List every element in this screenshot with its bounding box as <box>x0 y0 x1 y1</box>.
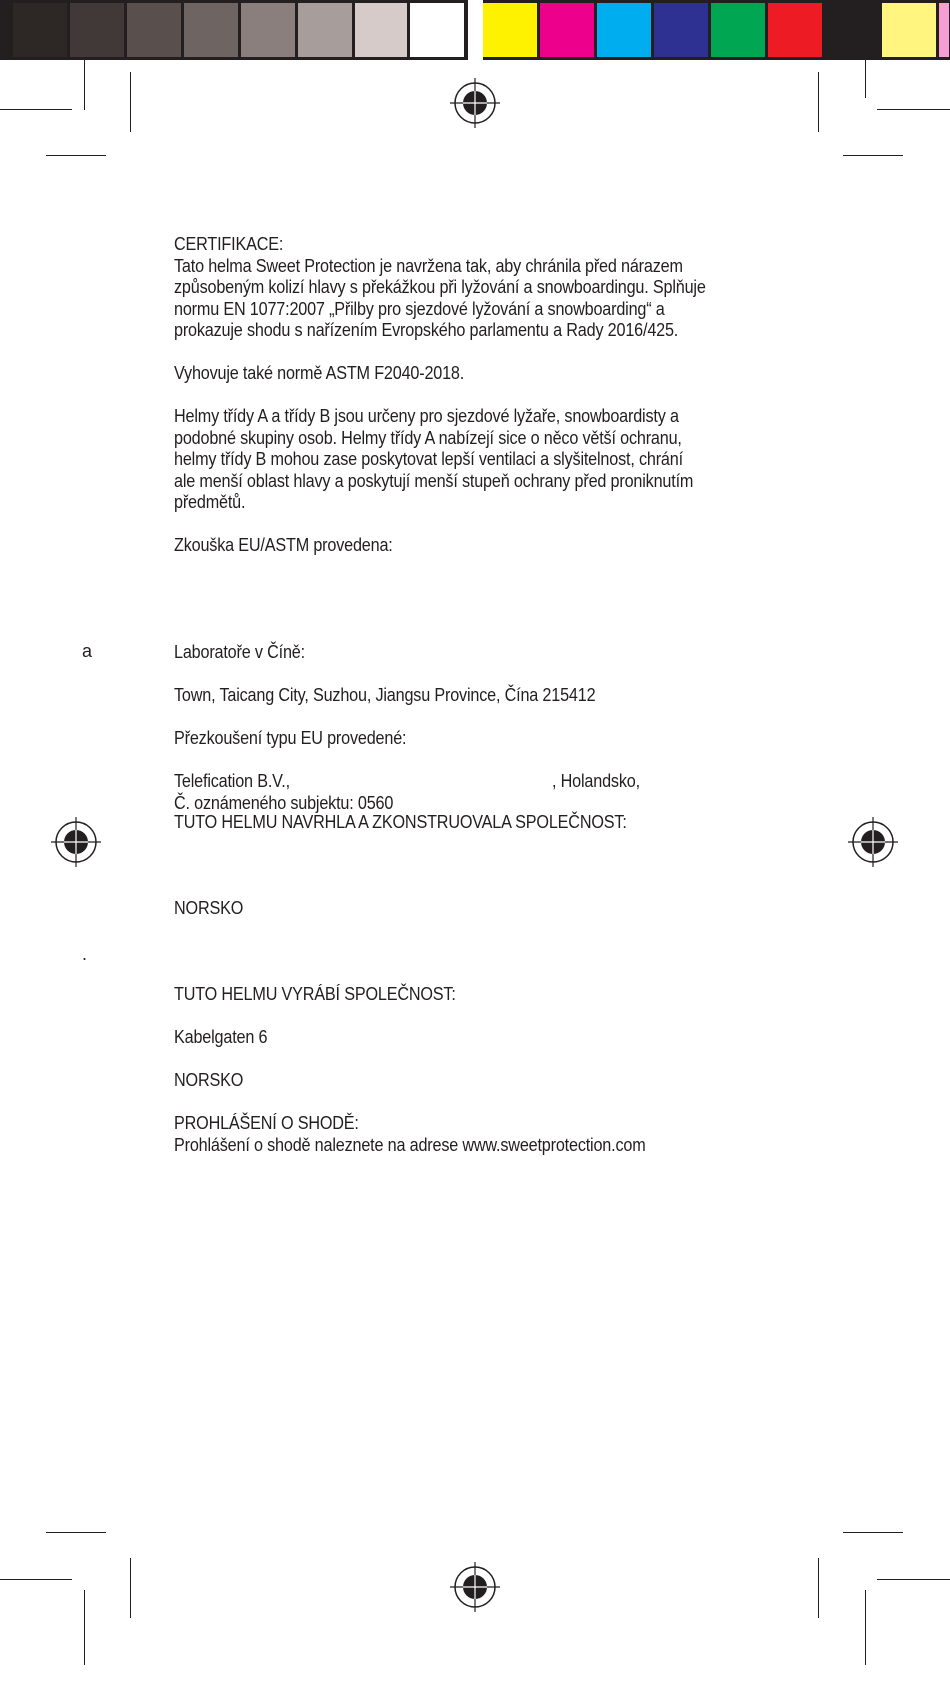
conformity-block <box>174 1113 814 1156</box>
notified-body: Č. oznámeného subjektu: 0560 <box>174 792 394 813</box>
color-swatch <box>768 3 822 57</box>
registration-mark-icon <box>51 817 101 867</box>
registration-mark-icon <box>450 78 500 128</box>
telefication-name: Telefication B.V., <box>174 771 290 791</box>
registration-mark-icon <box>450 1562 500 1612</box>
color-swatch <box>241 3 295 57</box>
crop-mark <box>865 60 866 98</box>
color-swatch <box>70 3 124 57</box>
crop-mark <box>0 1579 72 1580</box>
color-swatch <box>825 3 879 57</box>
color-swatch <box>711 3 765 57</box>
color-swatch <box>355 3 407 57</box>
manufactured-by-text: TUTO HELMU VYRÁBÍ SPOLEČNOST: <box>174 984 456 1004</box>
color-swatch <box>184 3 238 57</box>
crop-mark <box>877 1579 950 1580</box>
color-swatch <box>0 3 10 57</box>
side-dot: . <box>82 944 88 964</box>
certification-heading: CERTIFIKACE: <box>174 234 284 254</box>
color-swatch <box>298 3 352 57</box>
crop-mark <box>0 109 72 110</box>
color-swatch <box>410 3 464 57</box>
manufactured-by-heading <box>174 984 814 1006</box>
eu-exam-block <box>174 728 814 814</box>
crop-mark <box>46 1532 106 1533</box>
designer-country-text: NORSKO <box>174 898 244 918</box>
color-swatch <box>654 3 708 57</box>
conformity-body: Prohlášení o shodě naleznete na adrese www.sweetprotection.com <box>174 1134 646 1155</box>
manufacturer-country-text: NORSKO <box>174 1070 244 1090</box>
designed-by-heading <box>174 812 814 834</box>
color-swatch <box>483 3 537 57</box>
lab-china-text: Laboratoře v Číně: <box>174 642 305 662</box>
lab-china <box>174 642 814 664</box>
manufacturer-country <box>174 1070 814 1092</box>
lab-address <box>174 685 814 707</box>
certification-body: Tato helma Sweet Protection je navržena tak, aby chránila před nárazem způsobeným kolizí hlavy s překážkou při lyžování a snowboardingu. Splňuje normu EN 1077:2007 „Přilby pro sjezdové lyžování a snowboarding“ a prokazuje shodu s nařízením Evropského parlamentu a Rady 2016/425. <box>174 255 706 340</box>
lab-address-text: Town, Taicang City, Suzhou, Jiangsu Province, Čína 215412 <box>174 685 596 705</box>
astm-note <box>174 363 814 385</box>
crop-mark <box>130 72 131 132</box>
color-calibration-bar-grayscale <box>0 0 468 60</box>
color-calibration-bar-process <box>483 0 950 60</box>
color-swatch <box>597 3 651 57</box>
designer-country <box>174 898 814 920</box>
color-swatch <box>127 3 181 57</box>
crop-mark <box>84 60 85 110</box>
color-swatch <box>540 3 594 57</box>
designed-by-text: TUTO HELMU NAVRHLA A ZKONSTRUOVALA SPOLEČNOST: <box>174 812 627 832</box>
conformity-heading: PROHLÁŠENÍ O SHODĚ: <box>174 1113 359 1133</box>
test-heading <box>174 535 814 557</box>
manufacturer-street <box>174 1027 814 1049</box>
crop-mark <box>130 1558 131 1618</box>
crop-mark <box>865 1590 866 1665</box>
crop-mark <box>46 155 106 156</box>
helmet-classes-paragraph <box>174 406 814 514</box>
crop-mark <box>818 72 819 132</box>
helmet-classes-text: Helmy třídy A a třídy B jsou určeny pro sjezdové lyžaře, snowboardisty a podobné skupiny osob. Helmy třídy A nabízejí sice o něco větší ochranu, helmy třídy B mohou zase poskytovat lepší ventilaci a slyšitelnost, chrání ale menší oblast hlavy a poskytují menší stupeň ochrany před proniknutím předmětů. <box>174 406 694 512</box>
manufacturer-street-text: Kabelgaten 6 <box>174 1027 268 1047</box>
crop-mark <box>818 1558 819 1618</box>
color-swatch <box>939 3 949 57</box>
side-letter: a <box>82 641 93 661</box>
crop-mark <box>843 155 903 156</box>
eu-exam-heading: Přezkoušení typu EU provedené: <box>174 728 407 748</box>
registration-mark-icon <box>848 817 898 867</box>
certification-block <box>174 234 814 342</box>
test-heading-text: Zkouška EU/ASTM provedena: <box>174 535 393 555</box>
color-swatch <box>13 3 67 57</box>
astm-note-text: Vyhovuje také normě ASTM F2040-2018. <box>174 363 465 383</box>
crop-mark <box>843 1532 903 1533</box>
crop-mark <box>84 1590 85 1665</box>
color-swatch <box>882 3 936 57</box>
crop-mark <box>877 109 950 110</box>
holandsko-text: , Holandsko, <box>552 771 640 791</box>
telefication-line <box>174 750 814 793</box>
